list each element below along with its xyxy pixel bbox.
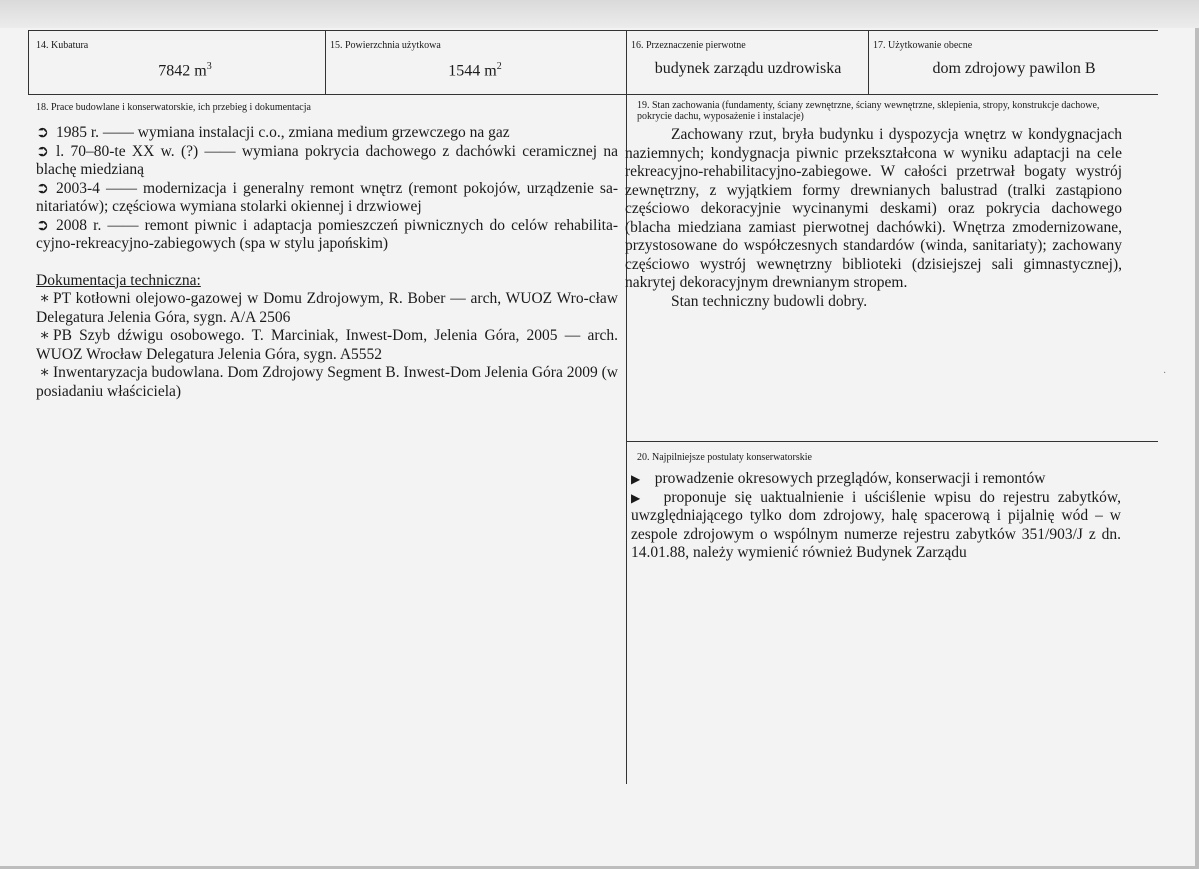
doc-entry	[36, 364, 618, 401]
postulate-item	[631, 489, 1121, 563]
field-14-value	[130, 61, 240, 80]
work-entry-text: 2008 r. —— remont piwnic i adaptacja pomieszczeń piwnicznych do celów rehabilita-cyjno-rekreacyjno-zabiegowych (spa w stylu japońskim)	[36, 216, 618, 252]
work-entry	[36, 124, 618, 143]
doc-entry-text: Inwentaryzacja budowlana. Dom Zdrojowy Segment B. Inwest-Dom Jelenia Góra 2009 (w posiadaniu właściciela)	[36, 364, 618, 400]
field-17-value: dom zdrojowy pawilon B	[932, 60, 1096, 77]
work-entry-text: 1985 r. —— wymiana instalacji c.o., zmiana medium grzewczego na gaz	[56, 124, 510, 141]
field-14-unit-sup: 3	[206, 61, 212, 72]
asterisk-icon: ∗	[39, 364, 50, 381]
work-entry	[36, 217, 618, 254]
doc-entry	[36, 290, 618, 327]
field-15-unit-sup: 2	[496, 61, 502, 72]
field-15-number: 1544 m	[448, 62, 497, 80]
right-triangle-icon: ▶	[631, 490, 641, 505]
divider-s19-s20	[626, 441, 1158, 442]
field-16-label: 16. Przeznaczenie pierwotne	[631, 40, 746, 51]
divider-col17	[868, 30, 869, 94]
scan-shadow	[0, 0, 1199, 28]
asterisk-icon: ∗	[39, 327, 50, 344]
section-20-label: 20. Najpilniejsze postulaty konserwatorskie	[637, 452, 812, 463]
doc-entry-text: PT kotłowni olejowo-gazowej w Domu Zdrojowym, R. Bober — arch, WUOZ Wro-cław Delegatura Jelenia Góra, sygn. A/A 2506	[36, 290, 618, 326]
condition-paragraph	[625, 126, 1122, 293]
documentation-heading: Dokumentacja techniczna:	[36, 271, 201, 289]
right-arrow-circle-icon: ➲	[36, 216, 49, 234]
section-20-content	[631, 470, 1121, 563]
section-18-label: 18. Prace budowlane i konserwatorskie, ich przebieg i dokumentacja	[36, 102, 311, 113]
condition-text: Zachowany rzut, bryła budynku i dyspozycja wnętrz w kondygnacjach naziemnych; kondygnacja piwnic przekształcona w wyniku adaptacji na cele rekreacyjno-rehabilitacyjno-zabiegowe. W całości przetrwał bogaty wystrój zewnętrzny, z wyjątkiem formy drewnianych balustrad (tralki zastąpiono częściowo dekoracyjnie wycinanymi deskami) oraz pokrycia dachowego (blacha miedziana zamiast pierwotnej dachówki). Wnętrza zmodernizowane, przystosowane do współczesnych standardów (winda, sanitariaty); zachowany częściowo wystrój wewnętrzny biblioteki (dzisiejszej sali gimnastycznej), nakrytej dekoracyjnym drewnianym stropem.	[625, 126, 1122, 291]
section-18-content	[36, 124, 618, 401]
field-17-label: 17. Użytkowanie obecne	[873, 40, 973, 51]
scan-speck: ·	[1163, 368, 1167, 379]
work-entry	[36, 143, 618, 180]
section-19-label: 19. Stan zachowania (fundamenty, ściany zewnętrzne, ściany wewnętrzne, sklepienia, stropy, konstrukcje dachowe, pokrycie dachu, wyposażenie i instalacje)	[637, 100, 1100, 122]
postulate-item	[631, 470, 1121, 489]
doc-entry-text: PB Szyb dźwigu osobowego. T. Marciniak, Inwest-Dom, Jelenia Góra, 2005 — arch. WUOZ Wrocław Delegatura Jelenia Góra, sygn. A5552	[36, 327, 618, 363]
right-arrow-circle-icon: ➲	[36, 142, 49, 160]
field-14-number: 7842 m	[158, 62, 207, 80]
section-19-content	[625, 126, 1122, 311]
right-triangle-icon: ▶	[631, 472, 641, 486]
postulate-text: proponuje się uaktualnienie i uściślenie wpisu do rejestru zabytków, uwzględniającego tylko dom zdrojowy, halę spacerową i pijalnię wód – w zespole zdrojowym o wspólnym numerze rejestru zabytków 351/903/J z dn. 14.01.88, należy wymienić również Budynek Zarządu	[631, 488, 1121, 561]
postulate-text: prowadzenie okresowych przeglądów, konserwacji i remontów	[654, 470, 1046, 487]
divider-col15	[325, 30, 326, 94]
right-arrow-circle-icon: ➲	[36, 179, 49, 197]
spacer	[36, 254, 618, 272]
right-arrow-circle-icon: ➲	[36, 124, 49, 141]
condition-summary	[625, 293, 1122, 312]
asterisk-icon: ∗	[39, 290, 50, 307]
field-14-label: 14. Kubatura	[36, 40, 89, 51]
field-15-value	[420, 61, 530, 80]
field-15-label: 15. Powierzchnia użytkowa	[330, 40, 441, 51]
divider-col14	[28, 30, 29, 94]
field-16-value: budynek zarządu uzdrowiska	[654, 60, 842, 77]
condition-summary-text: Stan techniczny budowli dobry.	[671, 292, 868, 310]
doc-entry	[36, 327, 618, 364]
work-entry-text: l. 70–80-te XX w. (?) —— wymiana pokrycia dachowego z dachówki ceramicznej na blachę miedzianą	[36, 142, 618, 178]
work-entry-text: 2003-4 —— modernizacja i generalny remont wnętrz (remont pokojów, urządzenie sa-nitariatów); częściowa wymiana stolarki okiennej i drzwiowej	[36, 179, 618, 215]
divider-row1	[28, 94, 1158, 95]
work-entry	[36, 180, 618, 217]
divider-top	[28, 30, 1158, 31]
